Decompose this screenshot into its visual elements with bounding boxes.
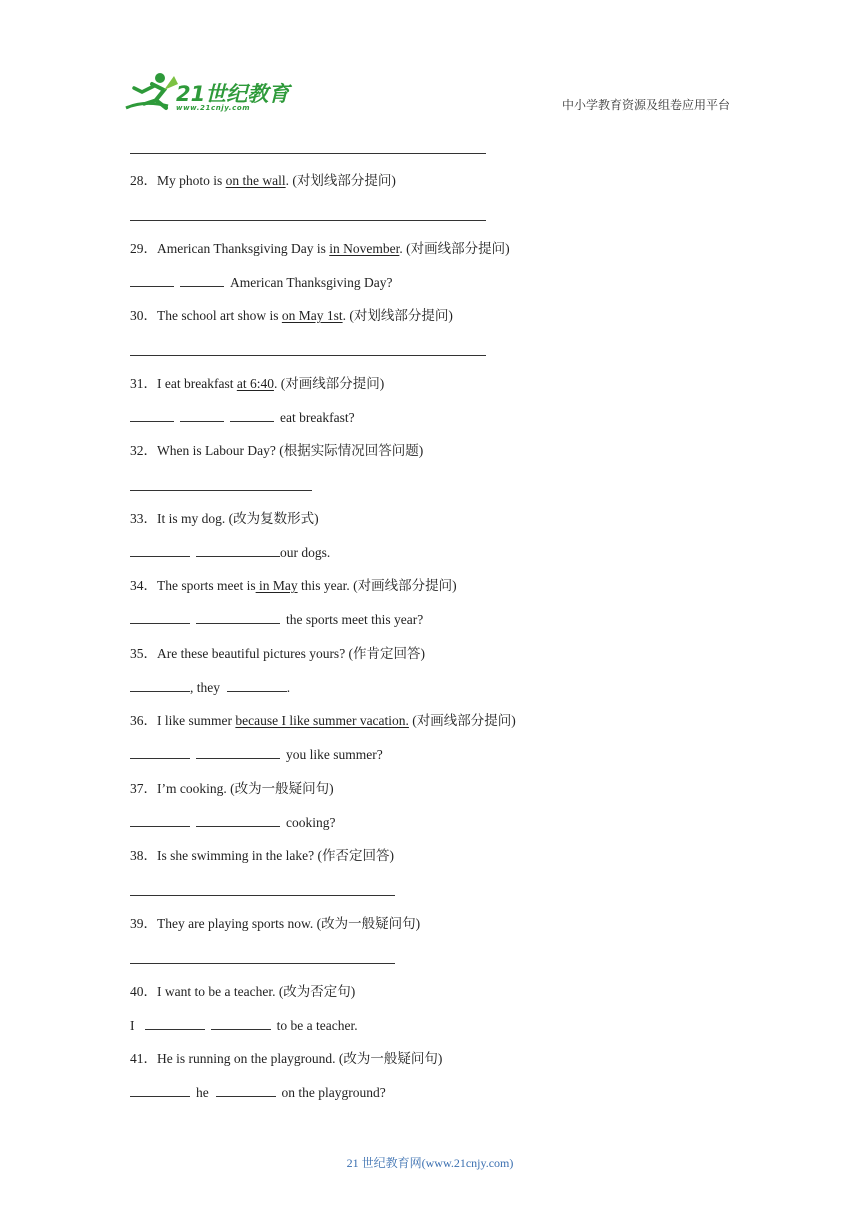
answer-line (130, 490, 312, 491)
blank[interactable] (180, 409, 224, 422)
question-29: 29．American Thanksgiving Day is in November. (对画线部分提问) (130, 241, 510, 256)
question-38: 38．Is she swimming in the lake? (作否定回答) (130, 848, 394, 863)
answer-41: he on the playground? (130, 1084, 386, 1102)
answer-40: I to be a teacher. (130, 1018, 358, 1033)
blank[interactable] (130, 1084, 190, 1097)
answer-31: eat breakfast? (130, 409, 355, 427)
blank[interactable] (130, 746, 190, 759)
answer-36: you like summer? (130, 746, 383, 764)
blank[interactable] (130, 814, 190, 827)
answer-line (130, 355, 486, 356)
blank[interactable] (196, 746, 280, 759)
answer-line (130, 153, 486, 154)
answer-33: our dogs. (130, 544, 330, 562)
answer-37: cooking? (130, 814, 336, 832)
blank[interactable] (130, 409, 174, 422)
question-41: 41．He is running on the playground. (改为一般疑问句) (130, 1051, 443, 1066)
question-40: 40．I want to be a teacher. (改为否定句) (130, 984, 356, 999)
logo-url: www.21cnjy.com (176, 104, 251, 112)
answer-line (130, 895, 395, 896)
platform-tagline: 中小学教育资源及组卷应用平台 (561, 98, 730, 112)
question-39: 39．They are playing sports now. (改为一般疑问句) (130, 916, 421, 931)
blank[interactable] (230, 409, 274, 422)
blank[interactable] (196, 814, 280, 827)
answer-line (130, 220, 486, 221)
blank[interactable] (196, 611, 280, 624)
question-37: 37．I’m cooking. (改为一般疑问句) (130, 781, 334, 796)
question-32: 32．When is Labour Day? (根据实际情况回答问题) (130, 443, 424, 458)
question-31: 31．I eat breakfast at 6:40. (对画线部分提问) (130, 376, 385, 391)
question-35: 35．Are these beautiful pictures yours? (作肯定回答) (130, 646, 426, 661)
blank[interactable] (145, 1017, 205, 1030)
blank[interactable] (180, 274, 224, 287)
answer-29: American Thanksgiving Day? (130, 274, 392, 292)
blank[interactable] (216, 1084, 276, 1097)
question-34: 34．The sports meet is in May this year. (对画线部分提问) (130, 578, 457, 593)
question-28: 28．My photo is on the wall. (对划线部分提问) (130, 173, 396, 188)
blank[interactable] (227, 679, 287, 692)
blank[interactable] (130, 274, 174, 287)
blank[interactable] (130, 679, 190, 692)
answer-35: , they . (130, 679, 290, 697)
answer-34: the sports meet this year? (130, 611, 423, 629)
blank[interactable] (196, 544, 280, 557)
answer-line (130, 963, 395, 964)
question-33: 33．It is my dog. (改为复数形式) (130, 511, 319, 526)
question-30: 30．The school art show is on May 1st. (对划线部分提问) (130, 308, 453, 323)
blank[interactable] (211, 1017, 271, 1030)
page-header (0, 0, 860, 130)
page-footer: 21 世纪教育网(www.21cnjy.com) (346, 1156, 514, 1170)
blank[interactable] (130, 611, 190, 624)
blank[interactable] (130, 544, 190, 557)
logo-text: 21世纪教育 (176, 82, 290, 106)
question-36: 36．I like summer because I like summer vacation. (对画线部分提问) (130, 713, 516, 728)
